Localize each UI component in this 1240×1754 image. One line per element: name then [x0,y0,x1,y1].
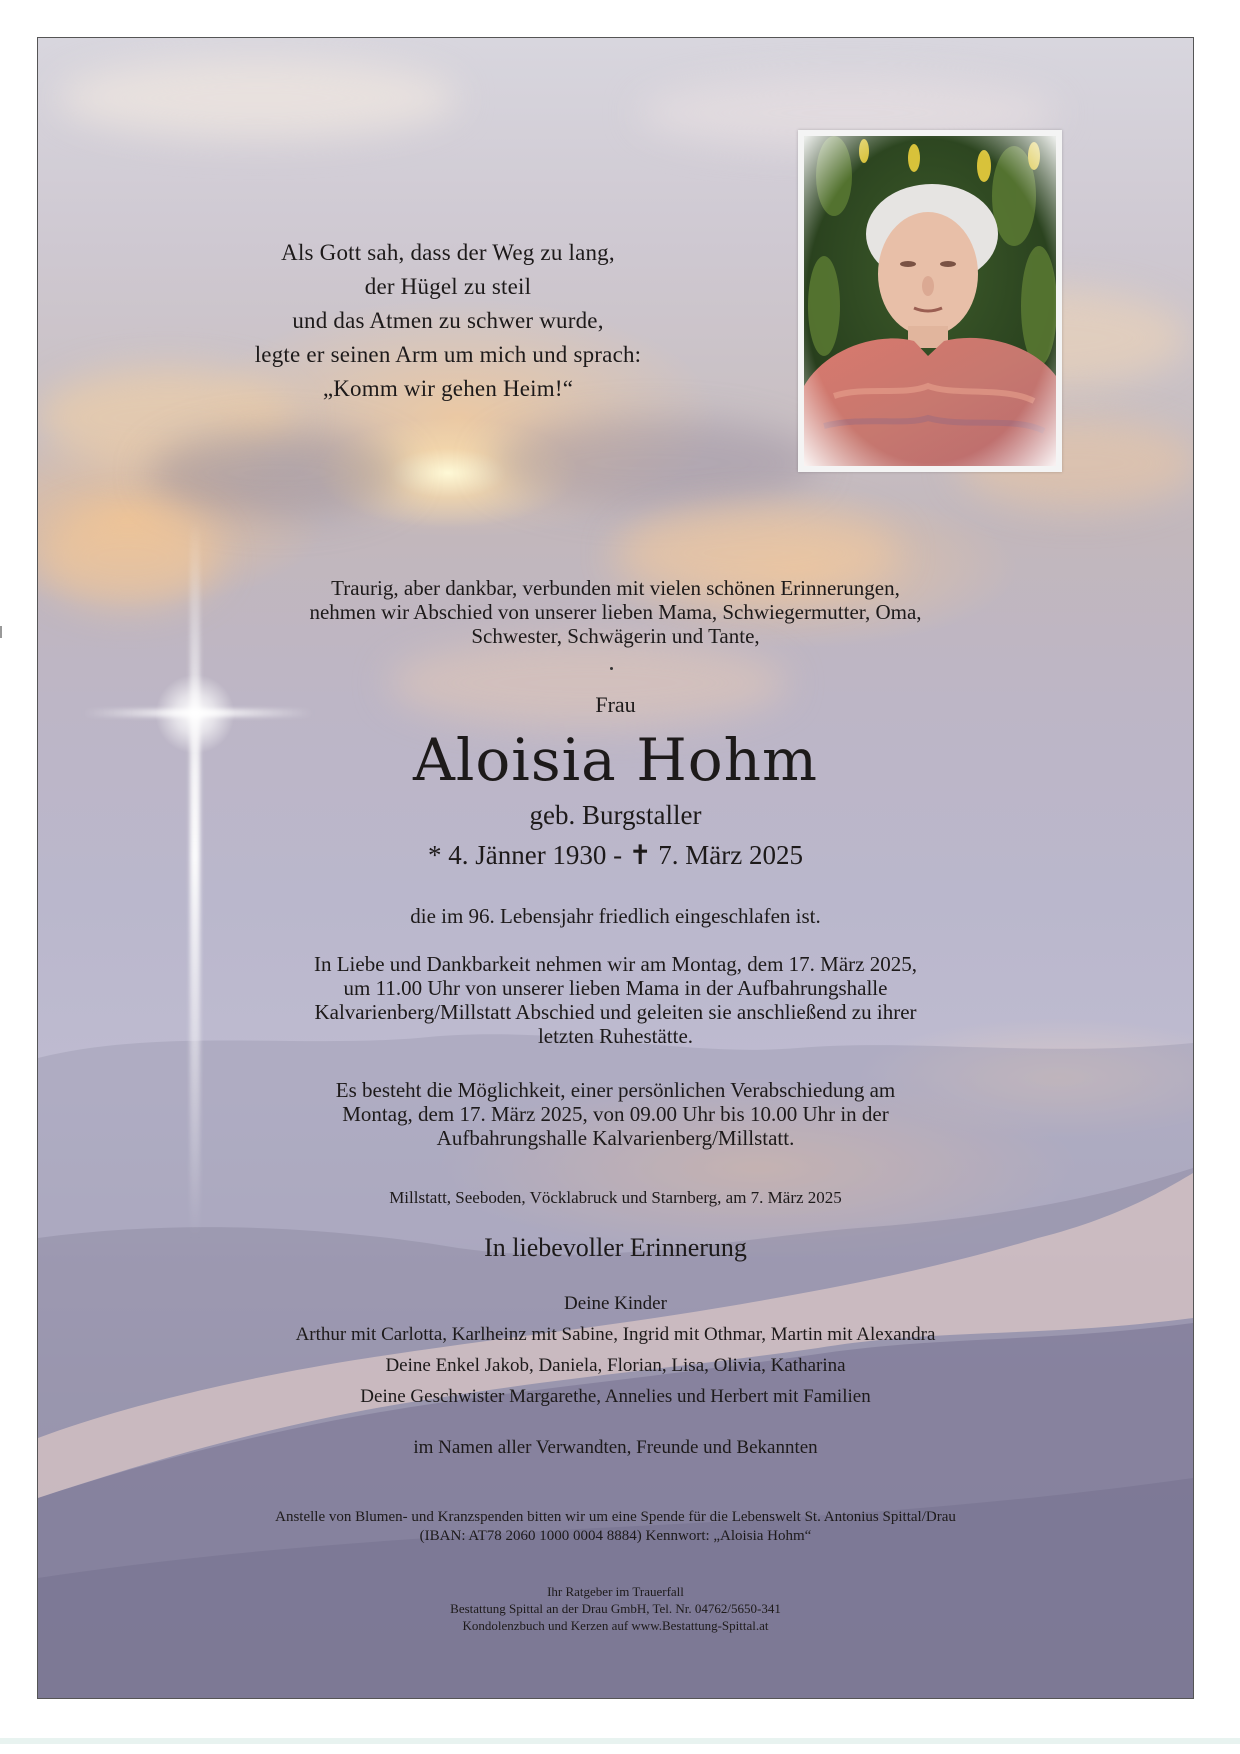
obituary-card [37,37,1194,1699]
family-list [38,1288,1193,1412]
viewing-paragraph [38,1078,1193,1150]
maiden-name: geb. Burgstaller [529,800,702,830]
scan-mark [0,626,2,638]
donation-line: (IBAN: AT78 2060 1000 0004 8884) Kennwort: „Aloisia Hohm“ [419,1528,812,1544]
ceremony-line: letzten Ruhestätte. [537,1024,694,1048]
deceased-name: Aloisia Hohm [412,726,819,794]
poem-line: legte er seinen Arm um mich und sprach: [254,342,642,367]
intro-line: nehmen wir Abschied von unserer lieben Mama, Schwiegermutter, Oma, [309,600,922,624]
ceremony-line: In Liebe und Dankbarkeit nehmen wir am Montag, dem 17. März 2025, [313,952,917,976]
viewing-line: Aufbahrungshalle Kalvarienberg/Millstatt. [436,1126,795,1150]
life-dates: * 4. Jänner 1930 - ✝ 7. März 2025 [427,840,804,870]
family-line: Deine Geschwister Margarethe, Annelies und Herbert mit Familien [360,1386,871,1407]
footer-line: Ihr Ratgeber im Trauerfall [547,1584,684,1599]
portrait-image [804,136,1056,466]
donation-note [38,1508,1193,1546]
memory-heading: In liebevoller Erinnerung [484,1233,747,1262]
poem [218,236,678,406]
family-line: Deine Kinder [564,1293,667,1314]
poem-line: der Hügel zu steil [364,274,532,299]
separator-dot [610,667,613,670]
place-date: Millstatt, Seeboden, Vöcklabruck und Starnberg, am 7. März 2025 [389,1188,842,1207]
portrait-photo [798,130,1062,472]
ceremony-paragraph [38,952,1193,1048]
cloud [148,428,408,518]
poem-line: „Komm wir gehen Heim!“ [322,376,574,401]
family-line: Arthur mit Carlotta, Karlheinz mit Sabine, Ingrid mit Othmar, Martin mit Alexandra [295,1324,936,1345]
poem-line: Als Gott sah, dass der Weg zu lang, [281,240,615,265]
intro-line: Schwester, Schwägerin und Tante, [471,624,760,648]
cloud [488,418,818,508]
ceremony-line: um 11.00 Uhr von unserer lieben Mama in der Aufbahrungshalle [343,976,888,1000]
bottom-rule [0,1738,1240,1744]
cloud [58,58,458,138]
poem-line: und das Atmen zu schwer wurde, [292,308,604,333]
intro-text [38,576,1193,648]
viewing-line: Es besteht die Möglichkeit, einer persönlichen Verabschiedung am [335,1078,896,1102]
salutation: Frau [595,692,636,717]
age-line: die im 96. Lebensjahr friedlich eingeschlafen ist. [410,904,821,928]
intro-line: Traurig, aber dankbar, verbunden mit vielen schönen Erinnerungen, [331,576,900,600]
on-behalf-line: im Namen aller Verwandten, Freunde und Bekannten [413,1437,818,1458]
ceremony-line: Kalvarienberg/Millstatt Abschied und geleiten sie anschließend zu ihrer [314,1000,917,1024]
family-line: Deine Enkel Jakob, Daniela, Florian, Lisa, Olivia, Katharina [385,1355,846,1376]
funeral-home-footer [38,1583,1193,1634]
footer-line: Bestattung Spittal an der Drau GmbH, Tel. Nr. 04762/5650-341 [450,1601,781,1616]
footer-line: Kondolenzbuch und Kerzen auf www.Bestattung-Spittal.at [462,1618,769,1633]
donation-line: Anstelle von Blumen- und Kranzspenden bitten wir um eine Spende für die Lebenswelt St. Antonius Spittal/Drau [275,1509,956,1525]
viewing-line: Montag, dem 17. März 2025, von 09.00 Uhr bis 10.00 Uhr in der [342,1102,889,1126]
